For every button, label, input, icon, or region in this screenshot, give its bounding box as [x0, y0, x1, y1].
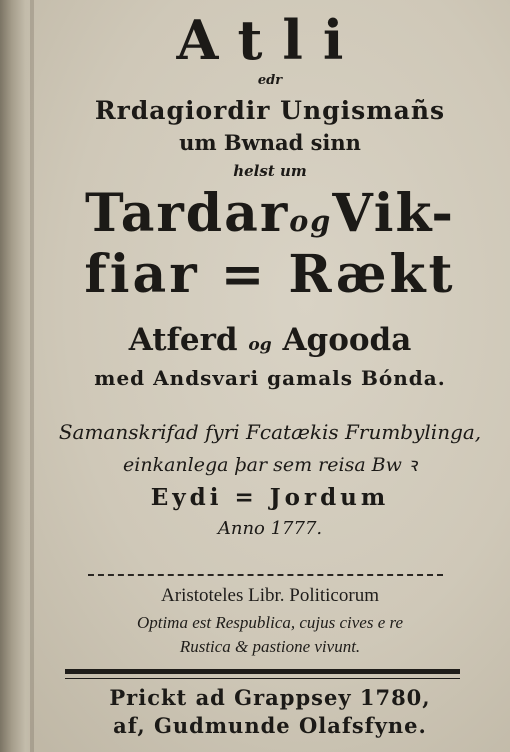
topic-1-og: og: [289, 204, 333, 238]
subtitle-line-2: um Bwnad sinn: [179, 130, 361, 155]
topic-line-2: fiar = Rækt: [84, 244, 456, 305]
topic-3-a: Atferd: [128, 322, 238, 358]
epigraph-source: Aristoteles Libr. Politicorum: [161, 585, 379, 606]
thick-rule: [65, 669, 460, 674]
topic-line-1: [40, 183, 500, 244]
imprint-line-1: Prickt ad Grappsey 1780,: [109, 685, 431, 710]
purpose-line-1: Samanskrifad fyri Fcatækis Frumbylinga,: [58, 420, 482, 444]
book-spine-shadow: [0, 0, 34, 752]
subtitle-line-1: Rrdagiordir Ungismañs: [94, 96, 446, 125]
page-edge: [30, 0, 34, 752]
topic-3-og: og: [248, 335, 272, 355]
book-title: Atli: [176, 8, 364, 72]
imprint-line-2: af, Gudmunde Olafsfyne.: [113, 713, 427, 738]
topic-line-4: med Andsvari gamals Bónda.: [94, 366, 446, 390]
epigraph-quote-1: Optima est Respublica, cujus cives e re: [136, 613, 404, 632]
topic-3-b: Agooda: [282, 322, 412, 358]
title-conjunction: edr: [257, 73, 283, 88]
ornamental-rule: [88, 574, 443, 576]
topic-line-3: [40, 322, 500, 358]
topic-1-a: Tardar: [84, 183, 290, 244]
year-line: Anno 1777.: [217, 518, 323, 539]
thin-rule: [65, 678, 460, 679]
purpose-line-2: einkanlega þar sem reisa Bw ꝛ: [123, 454, 417, 476]
subtitle-helst: helst um: [233, 162, 307, 180]
topic-1-b: Vik-: [332, 183, 456, 244]
epigraph-quote-2: Rustica & pastione vivunt.: [179, 637, 361, 656]
purpose-line-3: Eydi = Jordum: [150, 484, 390, 511]
